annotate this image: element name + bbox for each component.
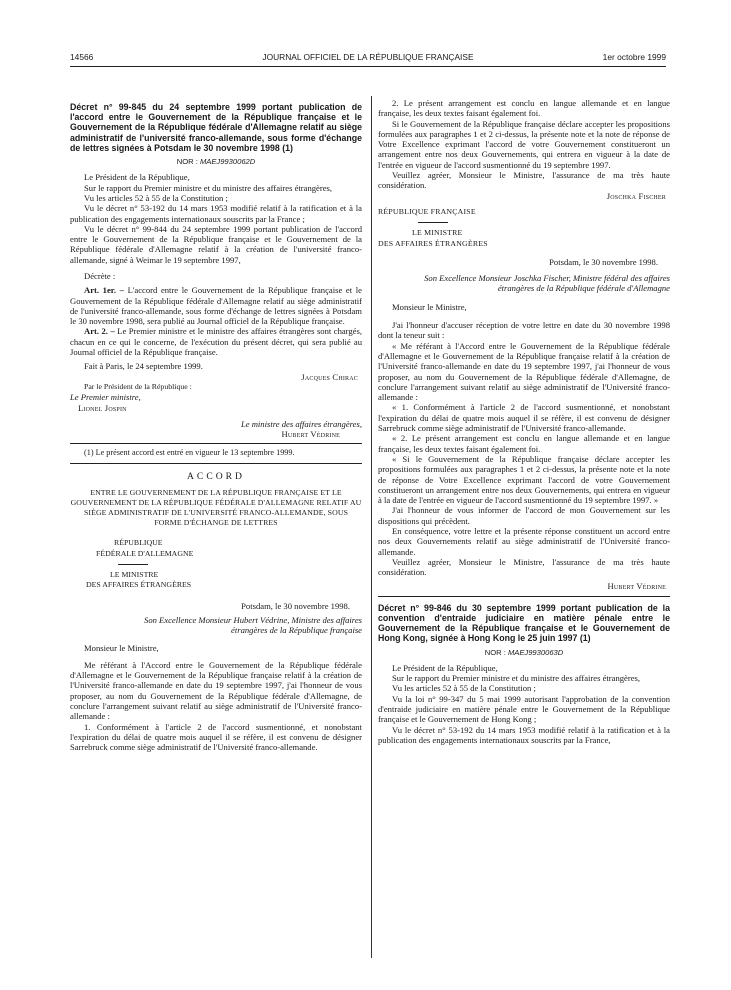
nor-reference: NOR : MAEJ9930062D	[176, 157, 256, 167]
letter-date: Potsdam, le 30 novembre 1998.	[241, 600, 350, 611]
letter-paragraph: En conséquence, votre lettre et la présente réponse constituent un accord entre nos deux Gouvernements relatif au siège administratif de l'Université franco-allemande.	[378, 525, 670, 557]
paragraph: Vu le décret n° 99-844 du 24 septembre 1999 portant publication de l'accord entre le Gouvernement de la République française et le Gouvernement de la République fédérale d'Allemagne relatif à la création de l'université franco-allemande, signé à Weimar le 19 septembre 1997,	[70, 223, 362, 265]
letter-paragraph: 2. Le présent arrangement est conclu en langue allemande et en langue française, les deux textes faisant également foi.	[378, 98, 670, 119]
issue-date: 1er octobre 1999	[602, 52, 666, 62]
footnote: (1) Le présent accord est entré en vigueur le 13 septembre 1999.	[84, 448, 295, 458]
paragraph: Vu le décret n° 53-192 du 14 mars 1953 modifié relatif à la ratification et à la publication des engagements internationaux souscrits par la France ;	[70, 203, 362, 224]
decrete: Décrète :	[84, 270, 116, 281]
letter-salutation: Monsieur le Ministre,	[392, 301, 467, 312]
premier-ministre: Le Premier ministre,	[70, 392, 141, 403]
short-rule	[418, 222, 448, 223]
signature-chirac: Jacques Chirac	[301, 371, 358, 382]
article-label: Art. 1er. –	[84, 285, 124, 296]
paragraph: Le Président de la République,	[392, 662, 498, 673]
accord-subtitle: ENTRE LE GOUVERNEMENT DE LA RÉPUBLIQUE FRANÇAISE ET LE GOUVERNEMENT DE LA RÉPUBLIQUE FÉDÉRALE D'ALLEMAGNE RELATIF AU SIÈGE ADMINISTRATIF DE L'UNIVERSITÉ FRANCO-ALLEMANDE, SOUS FORME D'ÉCHANGE DE LETTRES	[70, 488, 362, 528]
nor-code: MAEJ9930062D	[199, 157, 256, 167]
ministry-line: LE MINISTRE	[110, 570, 159, 579]
decree-845-title: Décret n° 99-845 du 24 septembre 1999 portant publication de l'accord entre le Gouvernement de la République française et le Gouvernement de la République fédérale d'Allemagne relatif au siège administratif de l'université franco-allemande, sous forme d'échange de lettres signées à Potsdam le 30 novembre 1998 (1)	[70, 102, 362, 153]
letter-paragraph: Veuillez agréer, Monsieur le Ministre, l'assurance de ma très haute considération.	[378, 556, 670, 578]
page-header	[70, 52, 666, 67]
paragraph: Vu les articles 52 à 55 de la Constitution ;	[392, 683, 536, 694]
nor-reference: NOR : MAEJ9930063D	[484, 647, 564, 657]
letter-paragraph: Veuillez agréer, Monsieur le Ministre, l'assurance de ma très haute considération.	[378, 170, 670, 191]
quoted-paragraph: « 1. Conformément à l'article 2 de l'accord susmentionné, et nonobstant l'expiration du délai de quatre mois auquel il se réfère, il est convenu de désigner Sarrebruck comme siège administratif de l'Université franco-allemande.	[378, 402, 670, 434]
signature-vedrine: Hubert Védrine	[281, 429, 340, 440]
page-number: 14566	[70, 52, 94, 62]
section-rule	[378, 596, 670, 597]
paragraph: Sur le rapport du Premier ministre et du ministre des affaires étrangères,	[84, 182, 333, 193]
right-column	[378, 98, 670, 745]
quoted-paragraph: « Si le Gouvernement de la République française déclare accepter les propositions formulées aux paragraphes 1 et 2 ci-dessus, la présente note et la note de réponse de Votre Excellence exprimant l'accord de votre Gouvernement constitueront un arrangement entre nos deux Gouvernements, qui entrera en vigueur à la date de l'entrée en vigueur de l'accord susmentionné du 19 septembre 1997. »	[378, 453, 670, 506]
paragraph: Vu les articles 52 à 55 de la Constitution ;	[84, 192, 228, 203]
letter-paragraph: 1. Conformément à l'article 2 de l'accord susmentionné, et nonobstant l'expiration du délai de quatre mois auquel il se réfère, il est convenu de désigner Sarrebruck comme siège administratif de l'Université franco-allemande.	[70, 721, 362, 753]
signature-vedrine: Hubert Védrine	[607, 581, 666, 592]
article-2: Art. 2. – Le Premier ministre et le ministre des affaires étrangères sont chargés, chacun en ce qui le concerne, de l'exécution du présent décret, qui sera publié au Journal officiel de la République française.	[70, 326, 362, 358]
column-divider	[371, 96, 372, 958]
letter-paragraph: Si le Gouvernement de la République française déclare accepter les propositions formulées aux paragraphes 1 et 2 ci-dessus, la présente note et la note de réponse de Votre Excellence exprimant l'accord de votre Gouvernement constitueront un arrangement entre nos deux Gouvernements, qui entrera en vigueur à la date de l'entrée en vigueur de l'accord susmentionné du 19 septembre 1997.	[378, 118, 670, 170]
article-1: Art. 1er. – L'accord entre le Gouvernement de la République française et le Gouvernement de la République fédérale d'Allemagne relatif au siège administratif de l'université franco-allemande, sous forme d'échange de lettres signées à Potsdam le 30 novembre 1998, sera publié au Journal officiel de la République française.	[70, 285, 362, 327]
letter-salutation: Monsieur le Ministre,	[84, 643, 159, 654]
decree-846-title: Décret n° 99-846 du 30 septembre 1999 portant publication de la convention d'entraide judiciaire en matière pénale entre le Gouvernement de la République française et le Gouvernement de Hong Kong, signée à Hong Kong le 25 juin 1997 (1)	[378, 602, 670, 644]
signature-jospin: Lionel Jospin	[78, 402, 127, 413]
ministry-line: LE MINISTRE	[412, 228, 463, 238]
nor-code: MAEJ9930063D	[507, 647, 564, 657]
paragraph: Le Président de la République,	[84, 172, 190, 183]
letter-addressee: Son Excellence Monsieur Hubert Védrine, Ministre des affaires étrangères de la République française	[144, 614, 362, 636]
accord-heading: ACCORD	[187, 470, 245, 482]
ministry-line: DES AFFAIRES ÉTRANGÈRES	[378, 238, 488, 248]
paragraph: Vu le décret n° 53-192 du 14 mars 1953 modifié relatif à la ratification et à la publication des engagements internationaux souscrits par la France,	[378, 724, 670, 745]
signature-fischer: Joschka Fischer	[606, 190, 666, 201]
footnote-rule	[70, 443, 362, 444]
section-rule	[70, 463, 362, 464]
letter-addressee: Son Excellence Monsieur Joschka Fischer, Ministre fédéral des affaires étrangères de la République fédérale d'Allemagne	[424, 273, 670, 294]
letter-paragraph: J'ai l'honneur d'accuser réception de votre lettre en date du 30 novembre 1998 dont la teneur suit :	[378, 320, 670, 341]
sender-org-line: FÉDÉRALE D'ALLEMAGNE	[96, 548, 194, 558]
article-label: Art. 2. –	[84, 326, 115, 337]
quoted-paragraph: « 2. Le présent arrangement est conclu en langue allemande et en langue française, les deux textes faisant également foi.	[378, 433, 670, 454]
sender-org-line: RÉPUBLIQUE	[114, 538, 163, 548]
ministry-line: DES AFFAIRES ÉTRANGÈRES	[86, 580, 192, 590]
par-le-president: Par le Président de la République :	[84, 381, 192, 391]
letter-paragraph: Me référant à l'Accord entre le Gouvernement de la République fédérale d'Allemagne et le Gouvernement de la République française relatif à la création de l'Université franco-allemande en date du 19 septembre 1997, j'ai l'honneur de vous proposer, au nom du Gouvernement de la République fédérale d'Allemagne, de conclure l'arrangement suivant relatif au siège administratif de l'Université franco-allemande :	[70, 659, 362, 722]
fait-a: Fait à Paris, le 24 septembre 1999.	[84, 361, 203, 372]
letter-date: Potsdam, le 30 novembre 1998.	[549, 256, 658, 267]
short-rule	[118, 564, 148, 565]
letter-paragraph: J'ai l'honneur de vous informer de l'accord de mon Gouvernement sur les dispositions qui précèdent.	[378, 505, 670, 526]
recipient-org: RÉPUBLIQUE FRANÇAISE	[378, 206, 476, 216]
ministre-affaires-etrangeres: Le ministre des affaires étrangères,	[240, 418, 362, 429]
quoted-paragraph: « Me référant à l'Accord entre le Gouvernement de la République fédérale d'Allemagne et le Gouvernement de la République française relatif à la création de l'Université franco-allemande en date du 19 septembre 1997, j'ai l'honneur de vous proposer, au nom du Gouvernement de la République fédérale d'Allemagne, de conclure l'arrangement suivant relatif au siège administratif de l'Université franco-allemande :	[378, 340, 670, 403]
journal-title: JOURNAL OFFICIEL DE LA RÉPUBLIQUE FRANÇAISE	[262, 52, 474, 62]
left-column	[70, 98, 362, 752]
paragraph: Sur le rapport du Premier ministre et du ministre des affaires étrangères,	[392, 673, 641, 684]
paragraph: Vu la loi n° 99-347 du 5 mai 1999 autorisant l'approbation de la convention d'entraide judiciaire en matière pénale entre le Gouvernement de la République française et le Gouvernement de Hong Kong ;	[378, 693, 670, 725]
